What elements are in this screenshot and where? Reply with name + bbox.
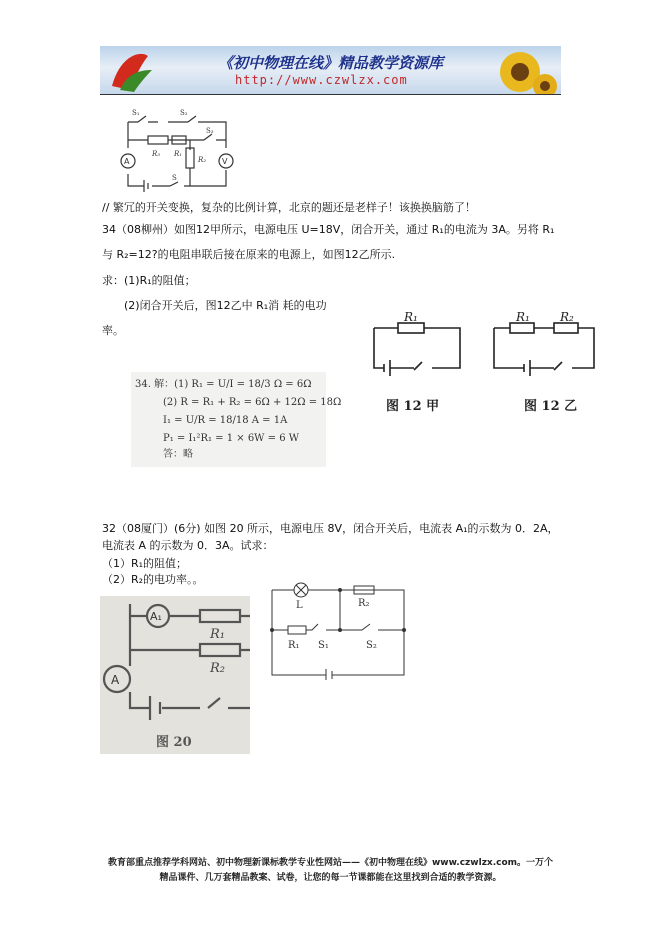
photo-a-label: A [111,673,120,687]
figure-20-photo [100,596,250,754]
photo-r2-label: R₂ [210,661,225,676]
header-rule [100,94,561,95]
diagram-s1-label: S₁ [318,640,329,651]
q32-line2: 电流表 A 的示数为 0．3A。试求： [102,539,274,552]
s3-label: S₃ [206,127,214,135]
figure-20-circuit [100,596,250,754]
r2-label: R₂ [198,156,207,164]
footer-line2: 精品课件、几万套精品教案、试卷，让您的每一节课都能在这里找到合适的教学资源。 [159,873,502,883]
footer-line1: 教育部重点推荐学科网站、初中物理新课标教学专业性网站——《初中物理在线》www.czwlzx.com。一万个 [107,858,554,868]
solution-line4: P₁ = I₁²R₁ = 1 × 6W = 6 W [163,433,300,444]
s1-label: S₁ [132,109,140,117]
circuit-diagram-top [108,104,248,192]
circuit-diagram-q32 [266,580,411,680]
header-banner [100,46,561,94]
q32-ask2: （2）R₂的电功率。。 [102,573,204,586]
solution-line5: 答：略 [163,449,193,460]
solution-line1: 34. 解：(1) R₁ = U/I = 18/3 Ω = 6Ω [135,379,312,390]
banner-url: http://www.czwlzx.com [235,73,408,87]
q34-line2: 与 R₂=12?的电阻串联后接在原来的电源上，如图12乙所示. [102,248,396,261]
fig12b-r2-label: R₂ [560,310,574,324]
r3-label: R₃ [152,150,161,158]
fig12b-caption: 图 12 乙 [524,399,578,414]
q34-line1: 34（08柳州）如图12甲所示，电源电压 U=18V，闭合开关，通过 R₁的电流为 3A。另将 R₁ [102,223,555,236]
photo-r1-label: R₁ [210,627,225,642]
voltmeter-label: V [222,157,228,166]
s2-label: S₂ [180,109,188,117]
comment-line: // 繁冗的开关变换，复杂的比例计算，北京的题还是老样子！该换换脑筋了！ [102,201,476,214]
banner-title: 《初中物理在线》精品教学资源库 [218,54,444,72]
solution-box [131,372,342,467]
q34-ask2b: 率。 [102,324,124,337]
q32-line1: 32（08厦门）(6分) 如图 20 所示，电源电压 8V，闭合开关后，电流表 A₁的示数为 0．2A， [102,522,559,535]
fig12a-caption: 图 12 甲 [386,399,440,414]
s-label: S [172,174,177,182]
fig12a-r1-label: R₁ [404,310,418,324]
ammeter-label: A [124,157,130,166]
solution-line3: I₁ = U/R = 18/18 A = 1A [163,415,288,426]
diagram-l-label: L [296,600,303,611]
fig12b-r1-label: R₁ [516,310,530,324]
r1-label: R₁ [174,150,183,158]
photo-caption: 图 20 [156,735,192,750]
photo-a1-label: A₁ [150,610,162,623]
figure-12 [360,310,610,420]
q34-ask1: 求：(1)R₁的阻值； [102,274,196,287]
q32-ask1: （1）R₁的阻值； [102,557,188,570]
solution-line2: (2) R = R₁ + R₂ = 6Ω + 12Ω = 18Ω [163,397,342,408]
diagram-s2-label: S₂ [366,640,377,651]
diagram-r2-label: R₂ [358,598,370,609]
q34-ask2a: (2)闭合开关后，图12乙中 R₁消 耗的电功 [124,299,327,312]
diagram-r1-label: R₁ [288,640,300,651]
